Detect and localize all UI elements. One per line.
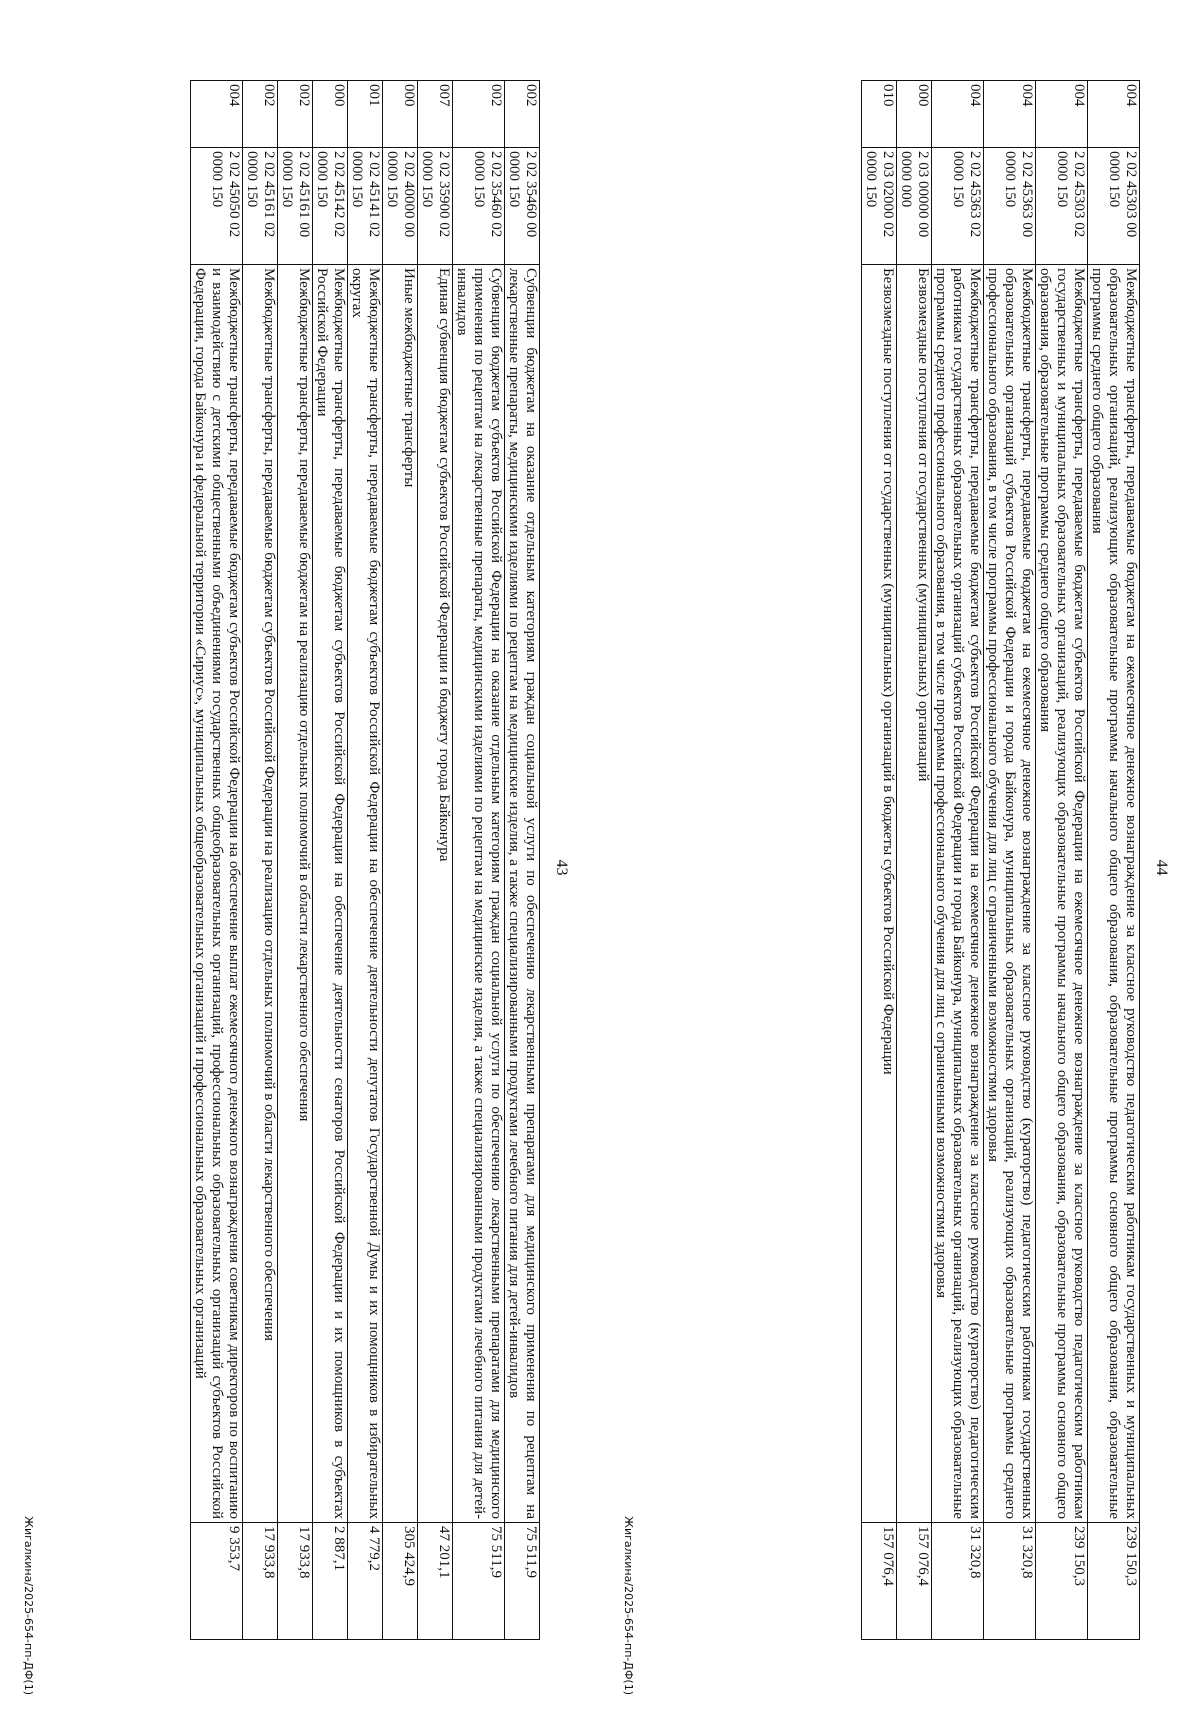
page-number: 44 xyxy=(1153,859,1170,876)
classification-code-cell: 2 02 45363 00 0000 150 xyxy=(984,148,1036,265)
description-cell: Субвенции бюджетам субъектов Российской Федерации на оказание отдельным категориям граждан социальной услуги по обеспечению лекарственными препаратами для медицинского применения по рецептам на лекарственные препараты, медицинскими изделиями по рецептам на медицинские изделия, а также специализированными продуктами лечебного питания для детей-инвалидов xyxy=(453,265,505,1523)
description-cell: Безвозмездные поступления от государственных (муниципальных) организаций в бюджеты субъектов Российской Федерации xyxy=(862,265,897,1523)
page-44 xyxy=(600,0,1200,1735)
table-row xyxy=(191,81,243,1640)
document-stamp: Жигалкина/2025-654-пп-ДФ(1) xyxy=(22,1516,35,1695)
page-number: 43 xyxy=(553,859,570,876)
amount-cell: 17 933,8 xyxy=(243,1523,278,1640)
document-stamp: Жигалкина/2025-654-пп-ДФ(1) xyxy=(622,1516,635,1695)
amount-cell: 17 933,8 xyxy=(278,1523,313,1640)
amount-cell: 305 424,9 xyxy=(383,1523,418,1640)
classification-code-cell: 2 02 35460 02 0000 150 xyxy=(453,148,505,265)
description-cell: Межбюджетные трансферты, передаваемые бюджетам субъектов Российской Федерации на обеспечение деятельности сенаторов Российской Федерации и их помощников в субъектах Российской Федерации xyxy=(313,265,348,1523)
admin-code-cell: 000 xyxy=(383,81,418,148)
table-row xyxy=(418,81,453,1640)
classification-code-cell: 2 02 40000 00 0000 150 xyxy=(383,148,418,265)
description-cell: Межбюджетные трансферты, передаваемые бюджетам субъектов Российской Федерации на обеспечение деятельности депутатов Государственной Думы и их помощников в избирательных округах xyxy=(348,265,383,1523)
admin-code-cell: 007 xyxy=(418,81,453,148)
amount-cell: 4 779,2 xyxy=(348,1523,383,1640)
description-cell: Безвозмездные поступления от государственных (муниципальных) организаций xyxy=(897,265,932,1523)
description-cell: Межбюджетные трансферты, передаваемые бюджетам субъектов Российской Федерации на реализацию отдельных полномочий в области лекарственного обеспечения xyxy=(243,265,278,1523)
amount-cell: 2 887,1 xyxy=(313,1523,348,1640)
description-cell: Единая субвенция бюджетам субъектов Российской Федерации и бюджету города Байконура xyxy=(418,265,453,1523)
table-row xyxy=(505,81,540,1640)
admin-code-cell: 001 xyxy=(348,81,383,148)
classification-code-cell: 2 02 45363 02 0000 150 xyxy=(932,148,984,265)
classification-code-cell: 2 02 45303 00 0000 150 xyxy=(1088,148,1140,265)
description-cell: Межбюджетные трансферты, передаваемые бюджетам на реализацию отдельных полномочий в области лекарственного обеспечения xyxy=(278,265,313,1523)
amount-cell: 239 150,3 xyxy=(1088,1523,1140,1640)
table-row xyxy=(862,81,897,1640)
table-row xyxy=(453,81,505,1640)
amount-cell: 75 511,9 xyxy=(505,1523,540,1640)
amount-cell: 75 511,9 xyxy=(453,1523,505,1640)
description-cell: Межбюджетные трансферты, передаваемые бюджетам субъектов Российской Федерации на ежемесячное денежное вознаграждение за классное руководство (кураторство) педагогическим работникам государственных образовательных организаций субъектов Российской Федерации и города Байконура, муниципальных образовательных организаций, реализующих образовательные программы среднего профессионального образования, в том числе программы профессионального обучения для лиц с ограниченными возможностями здоровья xyxy=(932,265,984,1523)
amount-cell: 157 076,4 xyxy=(862,1523,897,1640)
admin-code-cell: 010 xyxy=(862,81,897,148)
classification-code-cell: 2 02 35460 00 0000 150 xyxy=(505,148,540,265)
admin-code-cell: 004 xyxy=(1036,81,1088,148)
table-row xyxy=(984,81,1036,1640)
admin-code-cell: 002 xyxy=(453,81,505,148)
admin-code-cell: 004 xyxy=(984,81,1036,148)
classification-code-cell: 2 02 45142 02 0000 150 xyxy=(313,148,348,265)
classification-code-cell: 2 03 00000 00 0000 000 xyxy=(897,148,932,265)
table-row xyxy=(932,81,984,1640)
amount-cell: 31 320,8 xyxy=(932,1523,984,1640)
table-row xyxy=(383,81,418,1640)
table-row xyxy=(243,81,278,1640)
description-cell: Межбюджетные трансферты, передаваемые бюджетам на ежемесячное денежное вознаграждение за классное руководство педагогическим работникам государственных и муниципальных образовательных организаций, реализующих образовательные программы начального общего образования, образовательные программы основного общего образования, образовательные программы среднего общего образования xyxy=(1088,265,1140,1523)
table-row xyxy=(1088,81,1140,1640)
table-row xyxy=(348,81,383,1640)
admin-code-cell: 002 xyxy=(505,81,540,148)
description-cell: Межбюджетные трансферты, передаваемые бюджетам субъектов Российской Федерации на обеспечение выплат ежемесячного денежного вознаграждения советникам директоров по воспитанию и взаимодействию с детскими общественными объединениями государственных общеобразовательных организаций, профессиональных образовательных организаций субъектов Российской Федерации, города Байконура и федеральной территории «Сириус», муниципальных общеобразовательных организаций и профессиональных образовательных организаций xyxy=(191,265,243,1523)
admin-code-cell: 000 xyxy=(897,81,932,148)
budget-table xyxy=(190,80,540,1640)
amount-cell: 31 320,8 xyxy=(984,1523,1036,1640)
description-cell: Иные межбюджетные трансферты xyxy=(383,265,418,1523)
admin-code-cell: 002 xyxy=(243,81,278,148)
classification-code-cell: 2 02 45161 00 0000 150 xyxy=(278,148,313,265)
admin-code-cell: 004 xyxy=(1088,81,1140,148)
admin-code-cell: 004 xyxy=(932,81,984,148)
classification-code-cell: 2 02 45050 02 0000 150 xyxy=(191,148,243,265)
budget-table xyxy=(861,80,1140,1640)
amount-cell: 47 201,1 xyxy=(418,1523,453,1640)
admin-code-cell: 000 xyxy=(313,81,348,148)
admin-code-cell: 004 xyxy=(191,81,243,148)
table-row xyxy=(897,81,932,1640)
classification-code-cell: 2 02 45161 02 0000 150 xyxy=(243,148,278,265)
description-cell: Субвенции бюджетам на оказание отдельным категориям граждан социальной услуги по обеспечению лекарственными препаратами для медицинского применения по рецептам на лекарственные препараты, медицинскими изделиями по рецептам на медицинские изделия, а также специализированными продуктами лечебного питания для детей-инвалидов xyxy=(505,265,540,1523)
classification-code-cell: 2 02 45141 02 0000 150 xyxy=(348,148,383,265)
classification-code-cell: 2 03 02000 02 0000 150 xyxy=(862,148,897,265)
amount-cell: 157 076,4 xyxy=(897,1523,932,1640)
table-row xyxy=(278,81,313,1640)
amount-cell: 239 150,3 xyxy=(1036,1523,1088,1640)
description-cell: Межбюджетные трансферты, передаваемые бюджетам на ежемесячное денежное вознаграждение за классное руководство (кураторство) педагогическим работникам государственных образовательных организаций субъектов Российской Федерации и города Байконура, муниципальных образовательных организаций, реализующих образовательные программы среднего профессионального образования, в том числе программы профессионального обучения для лиц с ограниченными возможностями здоровья xyxy=(984,265,1036,1523)
admin-code-cell: 002 xyxy=(278,81,313,148)
classification-code-cell: 2 02 45303 02 0000 150 xyxy=(1036,148,1088,265)
table-row xyxy=(1036,81,1088,1640)
table-row xyxy=(313,81,348,1640)
amount-cell: 9 353,7 xyxy=(191,1523,243,1640)
classification-code-cell: 2 02 35900 02 0000 150 xyxy=(418,148,453,265)
description-cell: Межбюджетные трансферты, передаваемые бюджетам субъектов Российской Федерации на ежемесячное денежное вознаграждение за классное руководство педагогическим работникам государственных и муниципальных образовательных организаций, реализующих образовательные программы начального общего образования, образовательные программы основного общего образования, образовательные программы среднего общего образования xyxy=(1036,265,1088,1523)
